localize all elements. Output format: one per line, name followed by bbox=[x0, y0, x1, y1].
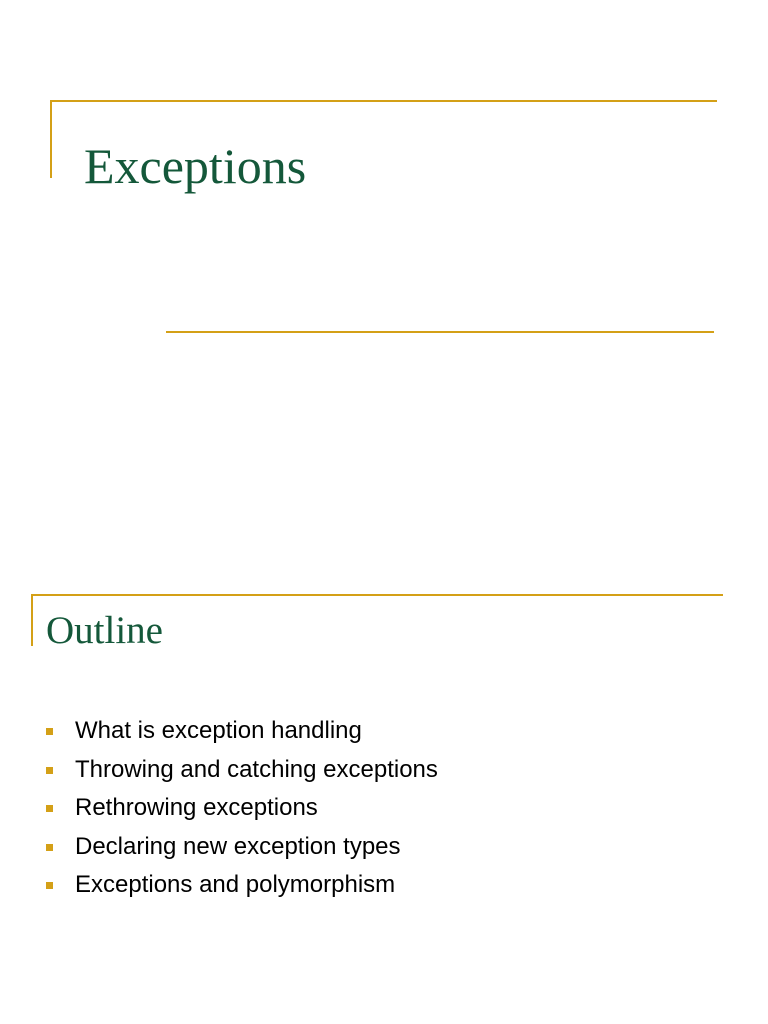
bullet-text: Rethrowing exceptions bbox=[75, 794, 318, 822]
square-bullet-icon bbox=[46, 728, 53, 735]
title-top-rule bbox=[51, 100, 717, 102]
bullet-item bbox=[46, 712, 438, 751]
title-left-rule bbox=[50, 100, 52, 178]
bullet-text: What is exception handling bbox=[75, 717, 362, 744]
square-bullet-icon bbox=[46, 767, 53, 774]
slide-title: Exceptions bbox=[84, 138, 307, 194]
bullet-text: Throwing and catching exceptions bbox=[75, 755, 438, 783]
outline-slide bbox=[0, 512, 768, 1024]
outline-top-rule bbox=[31, 594, 723, 596]
square-bullet-icon bbox=[46, 844, 53, 851]
bullet-item bbox=[46, 866, 438, 905]
bullet-text: Declaring new exception types bbox=[75, 832, 401, 860]
outline-title: Outline bbox=[46, 609, 163, 652]
square-bullet-icon bbox=[46, 805, 53, 812]
bullet-text: Exceptions and polymorphism bbox=[75, 871, 396, 899]
square-bullet-icon bbox=[46, 882, 53, 889]
outline-left-rule bbox=[31, 594, 33, 646]
outline-bullet-list bbox=[46, 712, 438, 905]
bullet-item bbox=[46, 828, 438, 867]
title-divider-rule bbox=[166, 331, 714, 333]
bullet-item bbox=[46, 789, 438, 828]
bullet-item bbox=[46, 751, 438, 790]
